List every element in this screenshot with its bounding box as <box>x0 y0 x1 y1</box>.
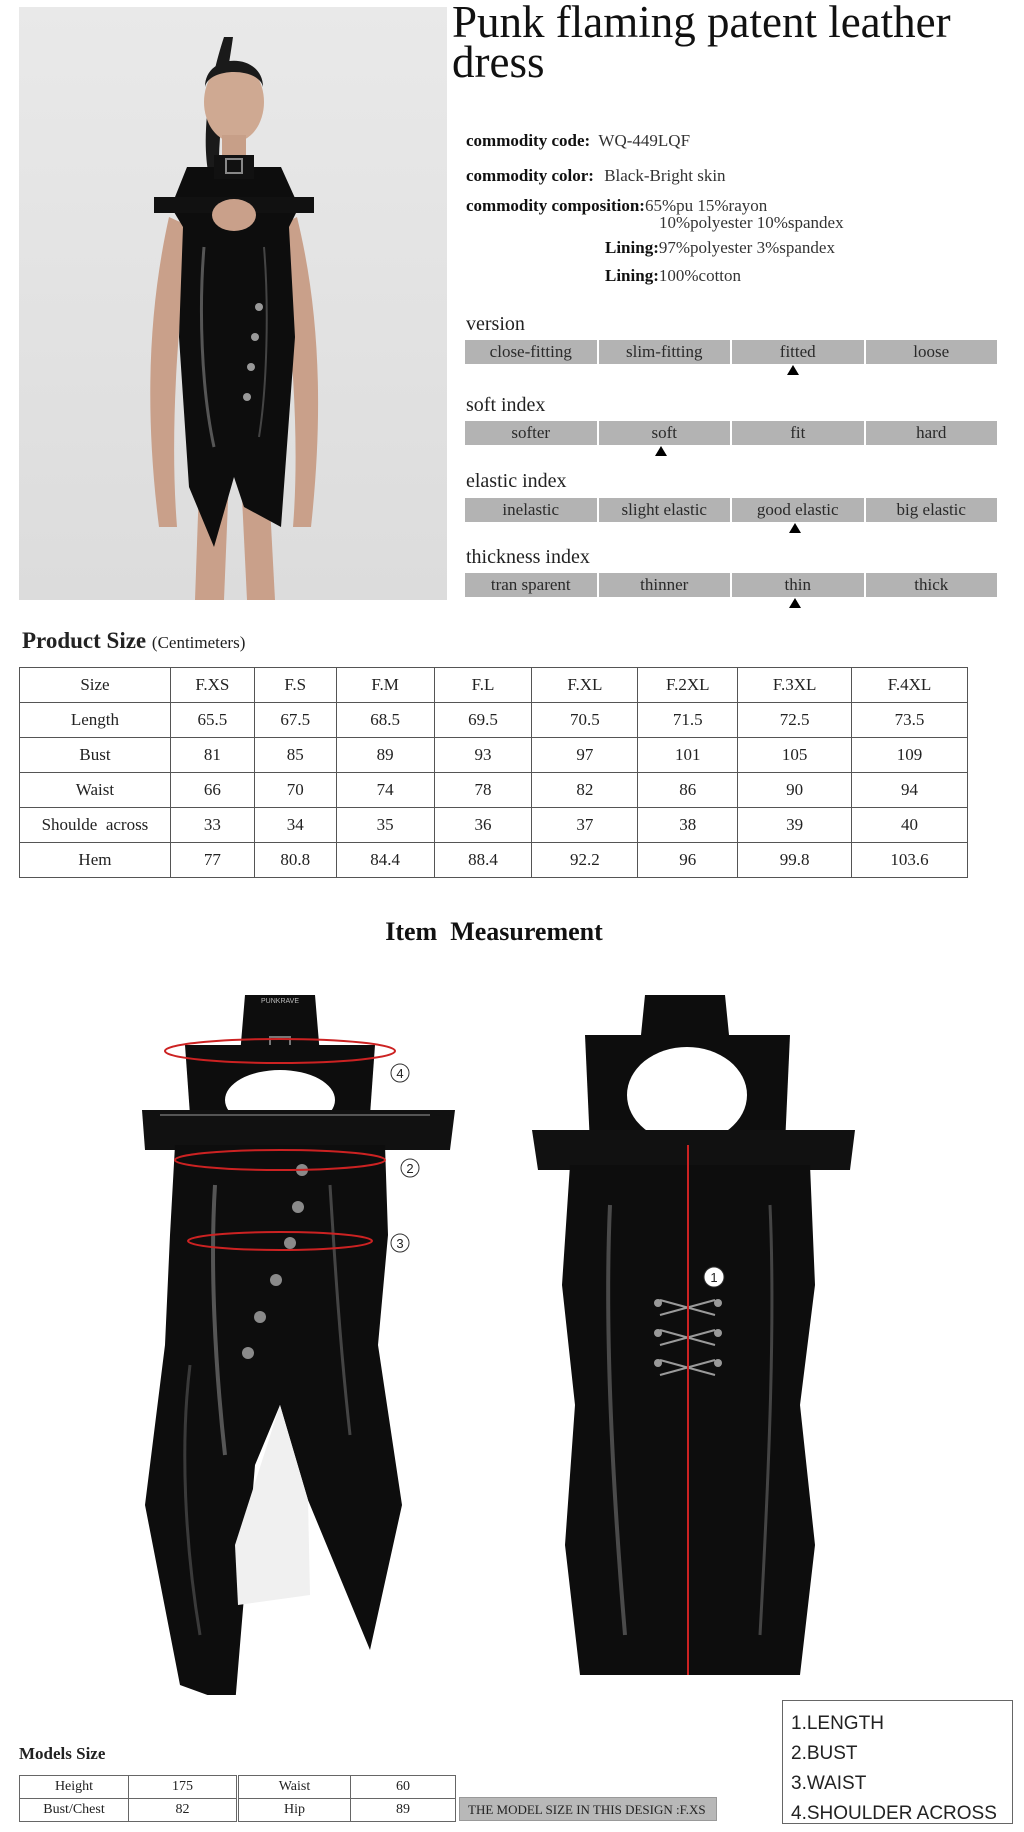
size-cell: 90 <box>738 773 852 808</box>
svg-text:1: 1 <box>710 1270 718 1285</box>
table-row <box>20 1799 237 1822</box>
size-header-cell: F.XL <box>532 668 638 703</box>
size-cell: 38 <box>638 808 738 843</box>
commodity-color-value: Black-Bright skin <box>604 166 726 185</box>
measurement-legend <box>782 1700 1013 1824</box>
soft-option: fit <box>732 421 864 445</box>
marker-2 <box>401 1159 419 1177</box>
commodity-color <box>466 166 726 186</box>
lining-2-label: Lining: <box>605 266 659 285</box>
soft-selected-marker <box>655 446 667 456</box>
table-row <box>239 1799 456 1822</box>
version-index-title: version <box>466 313 525 335</box>
size-cell: 96 <box>638 843 738 878</box>
model-cell: 82 <box>129 1799 237 1822</box>
product-size-unit: (Centimeters) <box>151 633 246 652</box>
table-row <box>20 808 968 843</box>
marker-4 <box>391 1064 409 1082</box>
thickness-option: thinner <box>599 573 731 597</box>
size-cell: 84.4 <box>336 843 434 878</box>
lining-1-value: 97%polyester 3%spandex <box>658 238 835 257</box>
size-cell: 78 <box>434 773 532 808</box>
lining-2 <box>605 266 741 286</box>
commodity-composition-line2: 10%polyester 10%spandex <box>659 213 844 232</box>
table-row <box>20 773 968 808</box>
size-cell: 81 <box>170 738 254 773</box>
size-cell: 89 <box>336 738 434 773</box>
models-table-left <box>19 1775 237 1822</box>
size-cell: Shoulde across <box>20 808 171 843</box>
product-size-heading: Product Size <box>22 628 147 653</box>
size-cell: 35 <box>336 808 434 843</box>
size-header-cell: F.4XL <box>852 668 968 703</box>
marker-3 <box>391 1234 409 1252</box>
elastic-option: big elastic <box>866 498 998 522</box>
elastic-option: good elastic <box>732 498 864 522</box>
size-header-cell: F.S <box>254 668 336 703</box>
size-cell: 99.8 <box>738 843 852 878</box>
thickness-index-bar <box>465 573 997 597</box>
table-row <box>239 1776 456 1799</box>
elastic-selected-marker <box>789 523 801 533</box>
size-cell: 88.4 <box>434 843 532 878</box>
size-cell: 40 <box>852 808 968 843</box>
size-cell: 69.5 <box>434 703 532 738</box>
size-cell: 92.2 <box>532 843 638 878</box>
models-size-title: Models Size <box>19 1744 106 1763</box>
size-cell: 36 <box>434 808 532 843</box>
size-cell: Hem <box>20 843 171 878</box>
size-header-cell: F.XS <box>170 668 254 703</box>
soft-index-title: soft index <box>466 394 546 416</box>
model-cell: 60 <box>351 1776 456 1799</box>
size-cell: 77 <box>170 843 254 878</box>
soft-option: soft <box>599 421 731 445</box>
commodity-composition-line1: 65%pu 15%rayon <box>644 196 768 215</box>
size-cell: Bust <box>20 738 171 773</box>
size-header-cell: F.3XL <box>738 668 852 703</box>
item-measurement-title: Item Measurement <box>385 917 603 946</box>
size-cell: 71.5 <box>638 703 738 738</box>
table-row <box>20 843 968 878</box>
size-cell: 86 <box>638 773 738 808</box>
elastic-option: slight elastic <box>599 498 731 522</box>
size-cell: 103.6 <box>852 843 968 878</box>
version-option: close-fitting <box>465 340 597 364</box>
size-table-header <box>20 668 968 703</box>
product-photo <box>19 7 447 600</box>
size-header-cell: F.M <box>336 668 434 703</box>
table-row <box>20 738 968 773</box>
product-size-title <box>22 628 245 654</box>
size-cell: 73.5 <box>852 703 968 738</box>
size-cell: 82 <box>532 773 638 808</box>
size-cell: 94 <box>852 773 968 808</box>
model-cell: 89 <box>351 1799 456 1822</box>
model-cell: Waist <box>239 1776 351 1799</box>
legend-item: 4.SHOULDER ACROSS <box>791 1803 997 1824</box>
lining-2-value: 100%cotton <box>658 266 742 285</box>
size-cell: 109 <box>852 738 968 773</box>
size-cell: 101 <box>638 738 738 773</box>
thickness-index-title: thickness index <box>466 546 590 568</box>
table-row <box>20 703 968 738</box>
thickness-selected-marker <box>789 598 801 608</box>
commodity-code-value: WQ-449LQF <box>598 131 691 150</box>
dress-front-drawing <box>130 985 470 1695</box>
legend-item: 1.LENGTH <box>791 1713 884 1734</box>
table-row <box>20 1776 237 1799</box>
size-header-cell: F.2XL <box>638 668 738 703</box>
soft-option: hard <box>866 421 998 445</box>
size-cell: 72.5 <box>738 703 852 738</box>
legend-item: 2.BUST <box>791 1743 858 1764</box>
marker-1 <box>704 1267 724 1287</box>
elastic-option: inelastic <box>465 498 597 522</box>
dress-back-drawing <box>520 985 860 1695</box>
svg-text:4: 4 <box>396 1066 404 1081</box>
size-cell: 67.5 <box>254 703 336 738</box>
thickness-option: tran sparent <box>465 573 597 597</box>
model-cell: 175 <box>129 1776 237 1799</box>
elastic-index-title: elastic index <box>466 470 567 492</box>
lining-1-label: Lining: <box>605 238 659 257</box>
size-cell: 93 <box>434 738 532 773</box>
model-cell: Hip <box>239 1799 351 1822</box>
size-cell: 34 <box>254 808 336 843</box>
model-cell: Height <box>20 1776 129 1799</box>
version-option: slim-fitting <box>599 340 731 364</box>
size-cell: Length <box>20 703 171 738</box>
lining-1 <box>605 238 835 258</box>
size-cell: 66 <box>170 773 254 808</box>
models-table-right <box>238 1775 456 1822</box>
commodity-composition-label: commodity composition: <box>466 196 645 215</box>
size-cell: 105 <box>738 738 852 773</box>
size-cell: 74 <box>336 773 434 808</box>
commodity-color-label: commodity color: <box>466 166 594 185</box>
commodity-code-label: commodity code: <box>466 131 591 150</box>
size-cell: 37 <box>532 808 638 843</box>
size-cell: 65.5 <box>170 703 254 738</box>
svg-text:2: 2 <box>406 1161 414 1176</box>
version-option: loose <box>866 340 998 364</box>
size-table <box>19 667 968 878</box>
size-cell: 33 <box>170 808 254 843</box>
size-header-cell: Size <box>20 668 171 703</box>
soft-option: softer <box>465 421 597 445</box>
model-cell: Bust/Chest <box>20 1799 129 1822</box>
size-cell: 70 <box>254 773 336 808</box>
legend-item: 3.WAIST <box>791 1773 867 1794</box>
thickness-option: thick <box>866 573 998 597</box>
soft-index-bar <box>465 421 997 445</box>
size-header-cell: F.L <box>434 668 532 703</box>
size-cell: Waist <box>20 773 171 808</box>
model-size-note: THE MODEL SIZE IN THIS DESIGN :F.XS <box>459 1797 717 1821</box>
size-cell: 68.5 <box>336 703 434 738</box>
thickness-option: thin <box>732 573 864 597</box>
commodity-code <box>466 131 690 151</box>
version-selected-marker <box>787 365 799 375</box>
size-cell: 70.5 <box>532 703 638 738</box>
product-title: Punk flaming patent leather dress <box>452 0 951 87</box>
svg-text:3: 3 <box>396 1236 404 1251</box>
version-index-bar <box>465 340 997 364</box>
size-cell: 97 <box>532 738 638 773</box>
elastic-index-bar <box>465 498 997 522</box>
size-cell: 80.8 <box>254 843 336 878</box>
size-cell: 85 <box>254 738 336 773</box>
version-option: fitted <box>732 340 864 364</box>
brand-tag: PUNKRAVE <box>261 998 299 1005</box>
size-cell: 39 <box>738 808 852 843</box>
